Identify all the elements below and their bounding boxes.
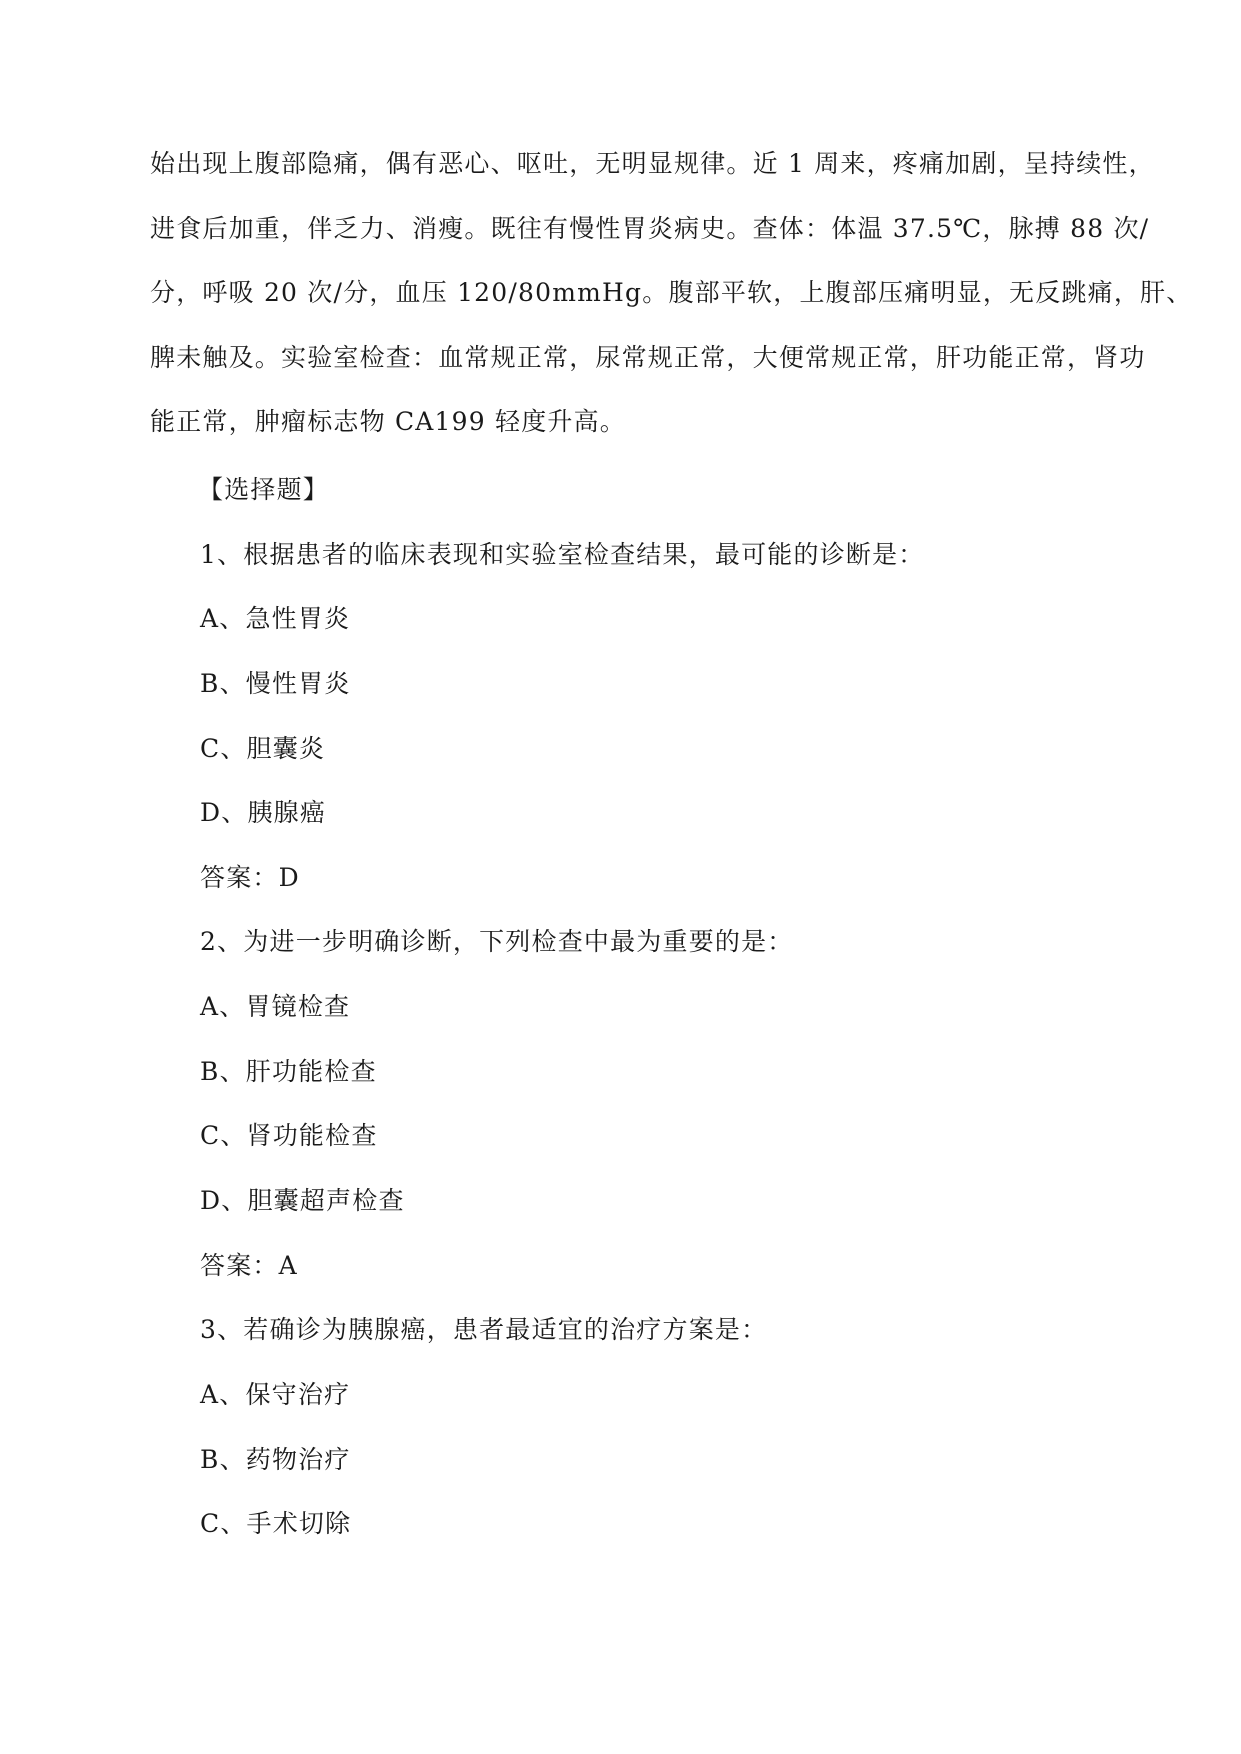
question-3: 3、若确诊为胰腺癌，患者最适宜的治疗方案是：	[200, 1315, 768, 1345]
question-3-option-c: C、手术切除	[200, 1509, 352, 1539]
case-line: 始出现上腹部隐痛，偶有恶心、呕吐，无明显规律。近 1 周来，疼痛加剧，呈持续性，	[150, 149, 1155, 178]
case-line: 能正常，肿瘤标志物 CA199 轻度升高。	[150, 407, 626, 437]
question-section	[200, 458, 1100, 1557]
question-2-option-a: A、胃镜检查	[200, 992, 351, 1022]
question-2-option-c: C、肾功能检查	[200, 1121, 378, 1151]
question-2-option-d: D、胆囊超声检查	[200, 1186, 405, 1216]
question-1-option-c: C、胆囊炎	[200, 733, 326, 763]
question-1-option-d: D、胰腺癌	[200, 798, 327, 828]
question-2-answer: 答案：A	[200, 1250, 298, 1280]
case-description	[150, 132, 1193, 455]
question-2: 2、为进一步明确诊断，下列检查中最为重要的是：	[200, 927, 794, 957]
question-1: 1、根据患者的临床表现和实验室检查结果，最可能的诊断是：	[200, 539, 925, 569]
question-1-option-b: B、慢性胃炎	[200, 668, 351, 698]
question-3-option-b: B、药物治疗	[200, 1444, 351, 1474]
question-2-option-b: B、肝功能检查	[200, 1056, 377, 1086]
question-1-answer: 答案：D	[200, 862, 300, 892]
section-title: 【选择题】	[198, 475, 330, 504]
question-3-option-a: A、保守治疗	[200, 1379, 351, 1409]
case-line: 脾未触及。实验室检查：血常规正常，尿常规正常，大便常规正常，肝功能正常，肾功	[150, 342, 1146, 372]
case-line: 进食后加重，伴乏力、消瘦。既往有慢性胃炎病史。查体：体温 37.5℃，脉搏 88 次/	[150, 213, 1150, 243]
case-line: 分，呼吸 20 次/分，血压 120/80mmHg。腹部平软，上腹部压痛明显，无反跳痛，肝、	[150, 278, 1193, 308]
question-1-option-a: A、急性胃炎	[200, 604, 351, 634]
